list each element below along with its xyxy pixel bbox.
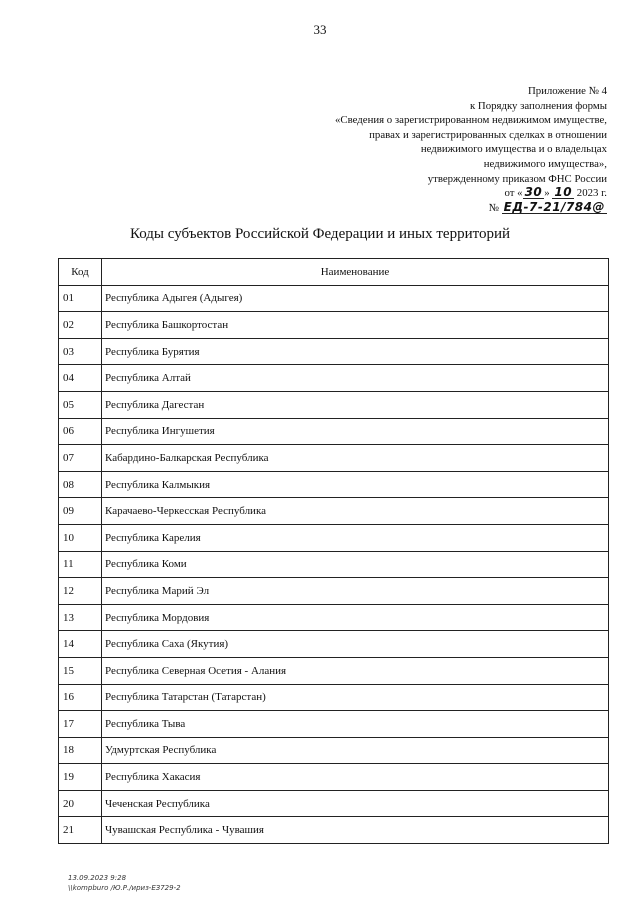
region-name: Республика Тыва: [102, 711, 609, 738]
region-code: 01: [59, 285, 102, 312]
region-name: Республика Дагестан: [102, 391, 609, 418]
region-code: 06: [59, 418, 102, 445]
annex-line: утвержденному приказом ФНС России: [427, 172, 607, 185]
annex-line: правах и зарегистрированных сделках в отношении: [369, 128, 607, 141]
table-row: [59, 471, 609, 498]
column-header-code: Код: [59, 259, 102, 286]
annex-line: недвижимого имущества и о владельцах: [420, 143, 607, 156]
table-row: [59, 790, 609, 817]
region-code: 16: [59, 684, 102, 711]
date-day: 30: [524, 185, 543, 200]
region-name: Республика Татарстан (Татарстан): [102, 684, 609, 711]
region-name: Республика Калмыкия: [102, 471, 609, 498]
region-name: Республика Карелия: [102, 524, 609, 551]
region-name: Республика Хакасия: [102, 764, 609, 791]
print-timestamp: 13.09.2023 9:28: [68, 874, 127, 882]
region-name: Республика Бурятия: [102, 338, 609, 365]
region-code: 07: [59, 445, 102, 472]
date-year: 2023 г.: [576, 187, 607, 200]
region-name: Чеченская Республика: [102, 790, 609, 817]
table-row: [59, 445, 609, 472]
table-row: [59, 498, 609, 525]
region-code: 12: [59, 578, 102, 605]
table-row: [59, 711, 609, 738]
date-mid: »: [544, 187, 550, 200]
region-code: 08: [59, 471, 102, 498]
table-row: [59, 338, 609, 365]
print-path: \\kompburo /Ю.Р./ириз-ЕЗ729-2: [68, 884, 181, 892]
region-name: Республика Алтай: [102, 365, 609, 392]
document-title: Коды субъектов Российской Федерации и иных территорий: [129, 226, 511, 242]
region-name: Кабардино-Балкарская Республика: [102, 445, 609, 472]
table-header-row: [59, 259, 609, 286]
region-code: 15: [59, 657, 102, 684]
page-number: 33: [313, 22, 327, 37]
region-code: 11: [59, 551, 102, 578]
number-value: ЕД-7-21/784@: [503, 199, 605, 214]
region-code: 02: [59, 312, 102, 339]
table-row: [59, 365, 609, 392]
region-name: Республика Северная Осетия - Алания: [102, 657, 609, 684]
table-row: [59, 578, 609, 605]
region-code: 20: [59, 790, 102, 817]
region-name: Республика Коми: [102, 551, 609, 578]
annex-header: [277, 84, 607, 215]
region-name: Республика Мордовия: [102, 604, 609, 631]
annex-line: Приложение № 4: [527, 85, 607, 97]
table-row: [59, 684, 609, 711]
region-name: Карачаево-Черкесская Республика: [102, 498, 609, 525]
table-row: [59, 524, 609, 551]
print-footer: [68, 873, 181, 893]
column-header-name: Наименование: [102, 259, 609, 286]
number-prefix: №: [488, 201, 499, 214]
order-number: [277, 201, 607, 216]
table-row: [59, 391, 609, 418]
date-month: 10: [554, 185, 573, 200]
region-name: Удмуртская Республика: [102, 737, 609, 764]
table-row: [59, 604, 609, 631]
annex-line: недвижимого имущества»,: [483, 157, 607, 170]
table-row: [59, 551, 609, 578]
table-row: [59, 657, 609, 684]
region-name: Республика Марий Эл: [102, 578, 609, 605]
region-code: 09: [59, 498, 102, 525]
table-row: [59, 285, 609, 312]
region-code: 18: [59, 737, 102, 764]
table-row: [59, 737, 609, 764]
table-row: [59, 312, 609, 339]
region-code: 10: [59, 524, 102, 551]
table-row: [59, 418, 609, 445]
table-row: [59, 764, 609, 791]
region-name: Республика Башкортостан: [102, 312, 609, 339]
annex-line: к Порядку заполнения формы: [469, 99, 607, 112]
table-row: [59, 817, 609, 844]
date-prefix: от «: [504, 187, 523, 200]
region-code: 05: [59, 391, 102, 418]
table-row: [59, 631, 609, 658]
region-code: 03: [59, 338, 102, 365]
region-code: 21: [59, 817, 102, 844]
region-code: 19: [59, 764, 102, 791]
region-name: Республика Саха (Якутия): [102, 631, 609, 658]
region-code: 14: [59, 631, 102, 658]
region-code: 17: [59, 711, 102, 738]
region-name: Республика Адыгея (Адыгея): [102, 285, 609, 312]
annex-line: «Сведения о зарегистрированном недвижимом имуществе,: [335, 114, 607, 127]
region-name: Республика Ингушетия: [102, 418, 609, 445]
order-date: [277, 186, 607, 201]
region-code: 04: [59, 365, 102, 392]
codes-table: [58, 258, 609, 844]
region-name: Чувашская Республика - Чувашия: [102, 817, 609, 844]
region-code: 13: [59, 604, 102, 631]
